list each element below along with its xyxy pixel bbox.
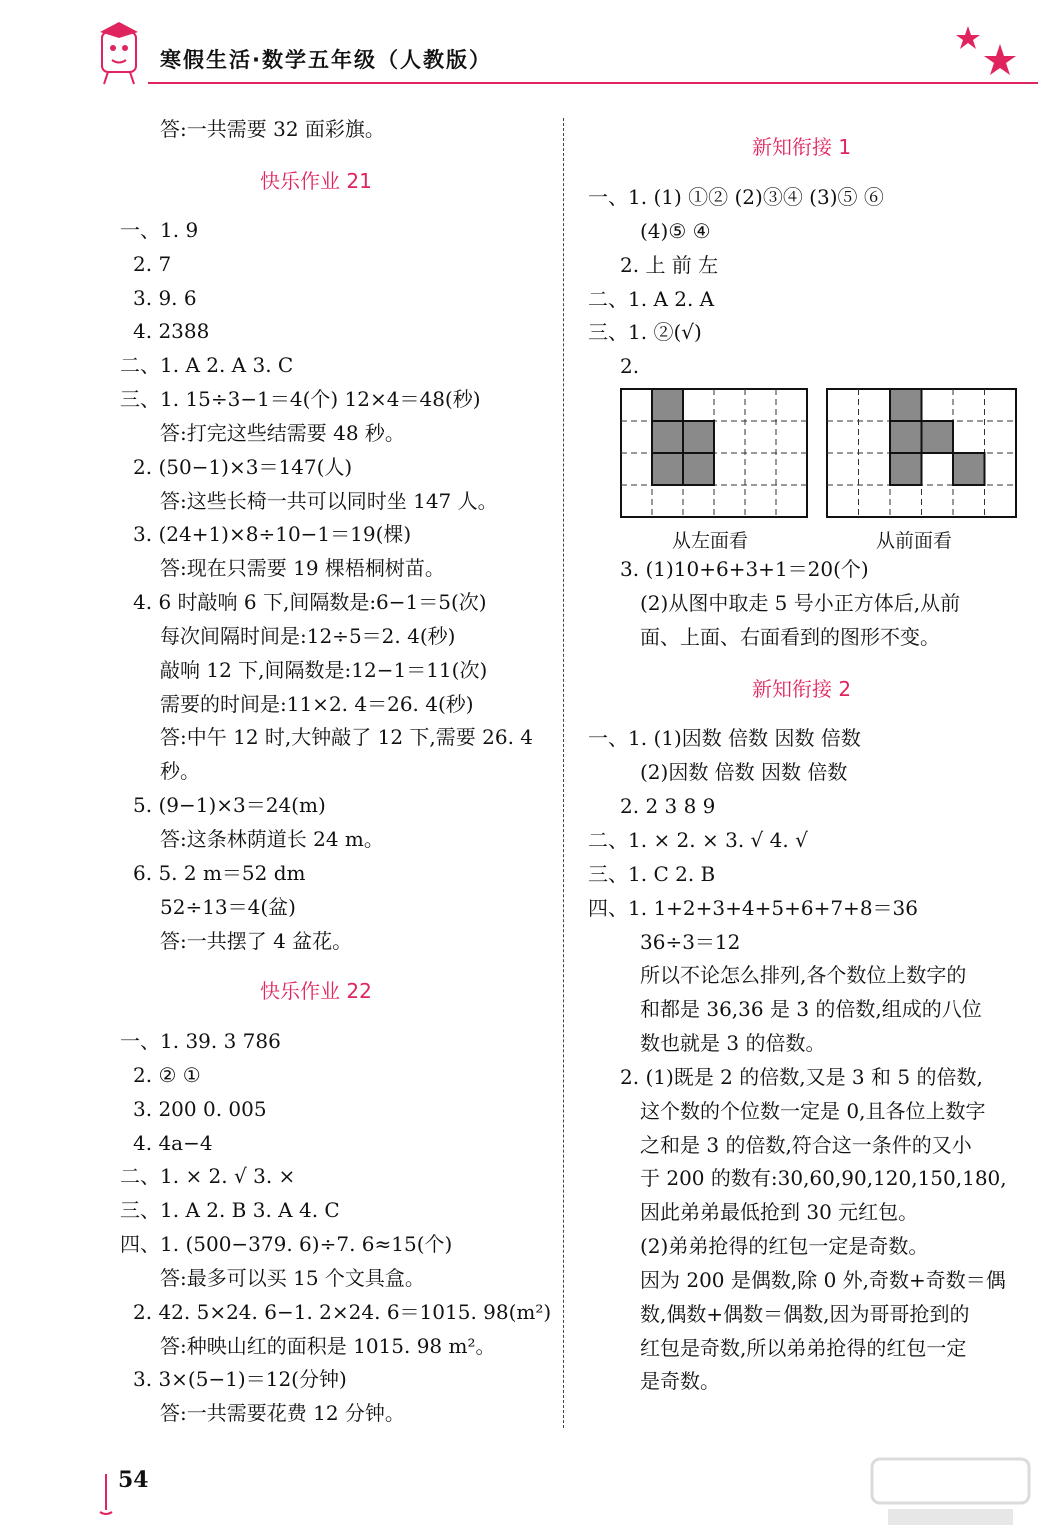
answer-line: 一、1. (1)因数 倍数 因数 倍数 <box>588 726 861 750</box>
watermark-logo-icon <box>868 1455 1033 1530</box>
answer-line: 2. 上 前 左 <box>620 253 719 277</box>
answer-line: 四、1. 1+2+3+4+5+6+7+8＝36 <box>588 896 918 920</box>
answer-line: 秒。 <box>160 759 200 783</box>
answer-line: 3. (1)10+6+3+1＝20(个) <box>620 557 869 581</box>
answer-line: 5. (9−1)×3＝24(m) <box>133 793 326 817</box>
answer-line: 二、1. A 2. A 3. C <box>120 353 294 377</box>
answer-line: 答:一共需要花费 12 分钟。 <box>160 1401 405 1425</box>
answer-line: 红包是奇数,所以弟弟抢得的红包一定 <box>640 1336 967 1360</box>
section-heading: 新知衔接 1 <box>752 135 852 159</box>
answer-line: 四、1. (500−379. 6)÷7. 6≈15(个) <box>120 1232 453 1256</box>
answer-line: 答:中午 12 时,大钟敲了 12 下,需要 26. 4 <box>160 725 534 749</box>
shaded-cube-face <box>683 421 714 453</box>
answer-line: 答:一共需要 32 面彩旗。 <box>160 117 385 141</box>
answer-line: 三、1. 15÷3−1＝4(个) 12×4＝48(秒) <box>120 387 481 411</box>
answer-line: 36÷3＝12 <box>640 930 741 954</box>
answer-line: 三、1. C 2. B <box>588 862 716 886</box>
answer-line: 之和是 3 的倍数,符合这一条件的又小 <box>640 1133 972 1157</box>
section-heading: 快乐作业 22 <box>260 979 372 1003</box>
answer-line: 52÷13＝4(盆) <box>160 895 296 919</box>
answer-line: 需要的时间是:11×2. 4＝26. 4(秒) <box>160 692 474 716</box>
answer-line: 每次间隔时间是:12÷5＝2. 4(秒) <box>160 624 456 648</box>
answer-line: 3. (24+1)×8÷10−1＝19(棵) <box>133 522 412 546</box>
shaded-cube-face <box>922 421 954 453</box>
answer-line: 2. ② ① <box>133 1063 201 1087</box>
column-divider <box>563 118 564 1428</box>
answer-line: 2. <box>620 354 640 378</box>
answer-line: 答:打完这些结需要 48 秒。 <box>160 421 405 445</box>
page-corner-mark <box>98 1470 114 1518</box>
answer-line: 答:一共摆了 4 盆花。 <box>160 929 353 953</box>
answer-line: 和都是 36,36 是 3 的倍数,组成的八位 <box>640 997 982 1021</box>
shaded-cube-face <box>890 453 922 485</box>
header-rule <box>148 82 1038 84</box>
shaded-cube-face <box>953 453 985 485</box>
answer-line: 答:种映山红的面积是 1015. 98 m²。 <box>160 1334 496 1358</box>
answer-line: 二、1. × 2. × 3. √ 4. √ <box>588 828 808 852</box>
left-view-grid <box>620 388 808 520</box>
answer-line: 一、1. 9 <box>120 218 199 242</box>
front-view-grid <box>826 388 1018 520</box>
answer-line: (2)因数 倍数 因数 倍数 <box>640 760 848 784</box>
shaded-cube-face <box>890 389 922 421</box>
answer-line: 3. 200 0. 005 <box>133 1097 267 1121</box>
answer-line: 2. (1)既是 2 的倍数,又是 3 和 5 的倍数, <box>620 1065 983 1089</box>
answer-line: 3. 9. 6 <box>133 286 197 310</box>
answer-line: 因此弟弟最低抢到 30 元红包。 <box>640 1200 919 1224</box>
mascot-icon <box>88 18 150 88</box>
section-heading: 新知衔接 2 <box>752 677 852 701</box>
answer-line: (2)弟弟抢得的红包一定是奇数。 <box>640 1234 929 1258</box>
answer-line: 于 200 的数有:30,60,90,120,150,180, <box>640 1166 1007 1190</box>
shaded-cube-face <box>652 453 683 485</box>
answer-line: 这个数的个位数一定是 0,且各位上数字 <box>640 1099 986 1123</box>
answer-line: 2. (50−1)×3＝147(人) <box>133 455 353 479</box>
answer-line: 是奇数。 <box>640 1369 720 1393</box>
answer-line: 三、1. A 2. B 3. A 4. C <box>120 1198 340 1222</box>
answer-line: 答:现在只需要 19 棵梧桐树苗。 <box>160 556 445 580</box>
page-header <box>0 0 1044 95</box>
answer-line: 答:最多可以买 15 个文具盒。 <box>160 1266 425 1290</box>
answer-line: 敲响 12 下,间隔数是:12−1＝11(次) <box>160 658 488 682</box>
answer-line: 一、1. 39. 3 786 <box>120 1029 281 1053</box>
answer-line: 答:这条林荫道长 24 m。 <box>160 827 384 851</box>
shaded-cube-face <box>683 453 714 485</box>
answer-line: (2)从图中取走 5 号小正方体后,从前 <box>640 591 961 615</box>
stars-icon <box>950 22 1030 82</box>
shaded-cube-face <box>652 389 683 421</box>
page-number: 54 <box>118 1467 149 1493</box>
shaded-cube-face <box>652 421 683 453</box>
shaded-cube-face <box>890 421 922 453</box>
left-view-caption: 从左面看 <box>672 530 749 552</box>
answer-line: 数,偶数+偶数＝偶数,因为哥哥抢到的 <box>640 1302 970 1326</box>
answer-line: 答:这些长椅一共可以同时坐 147 人。 <box>160 489 498 513</box>
answer-line: 4. 6 时敲响 6 下,间隔数是:6−1＝5(次) <box>133 590 487 614</box>
answer-line: 因为 200 是偶数,除 0 外,奇数+奇数＝偶 <box>640 1268 1006 1292</box>
answer-line: 三、1. ②(√) <box>588 320 702 344</box>
answer-line: 2. 42. 5×24. 6−1. 2×24. 6＝1015. 98(m²) <box>133 1300 552 1324</box>
answer-line: 3. 3×(5−1)＝12(分钟) <box>133 1367 347 1391</box>
answer-line: 面、上面、右面看到的图形不变。 <box>640 625 940 649</box>
header-title: 寒假生活·数学五年级（人教版） <box>160 48 492 72</box>
answer-line: 数也就是 3 的倍数。 <box>640 1031 826 1055</box>
answer-line: 6. 5. 2 m＝52 dm <box>133 861 306 885</box>
answer-line: 4. 4a−4 <box>133 1131 213 1155</box>
answer-line: 2. 2 3 8 9 <box>620 794 716 818</box>
front-view-caption: 从前面看 <box>876 530 953 552</box>
section-heading: 快乐作业 21 <box>260 169 372 193</box>
answer-line: 所以不论怎么排列,各个数位上数字的 <box>640 963 967 987</box>
answer-line: 2. 7 <box>133 252 172 276</box>
answer-line: 一、1. (1) ①② (2)③④ (3)⑤ ⑥ <box>588 185 884 209</box>
answer-line: (4)⑤ ④ <box>640 219 711 243</box>
answer-line: 二、1. × 2. √ 3. × <box>120 1164 296 1188</box>
answer-line: 二、1. A 2. A <box>588 287 715 311</box>
answer-line: 4. 2388 <box>133 319 210 343</box>
